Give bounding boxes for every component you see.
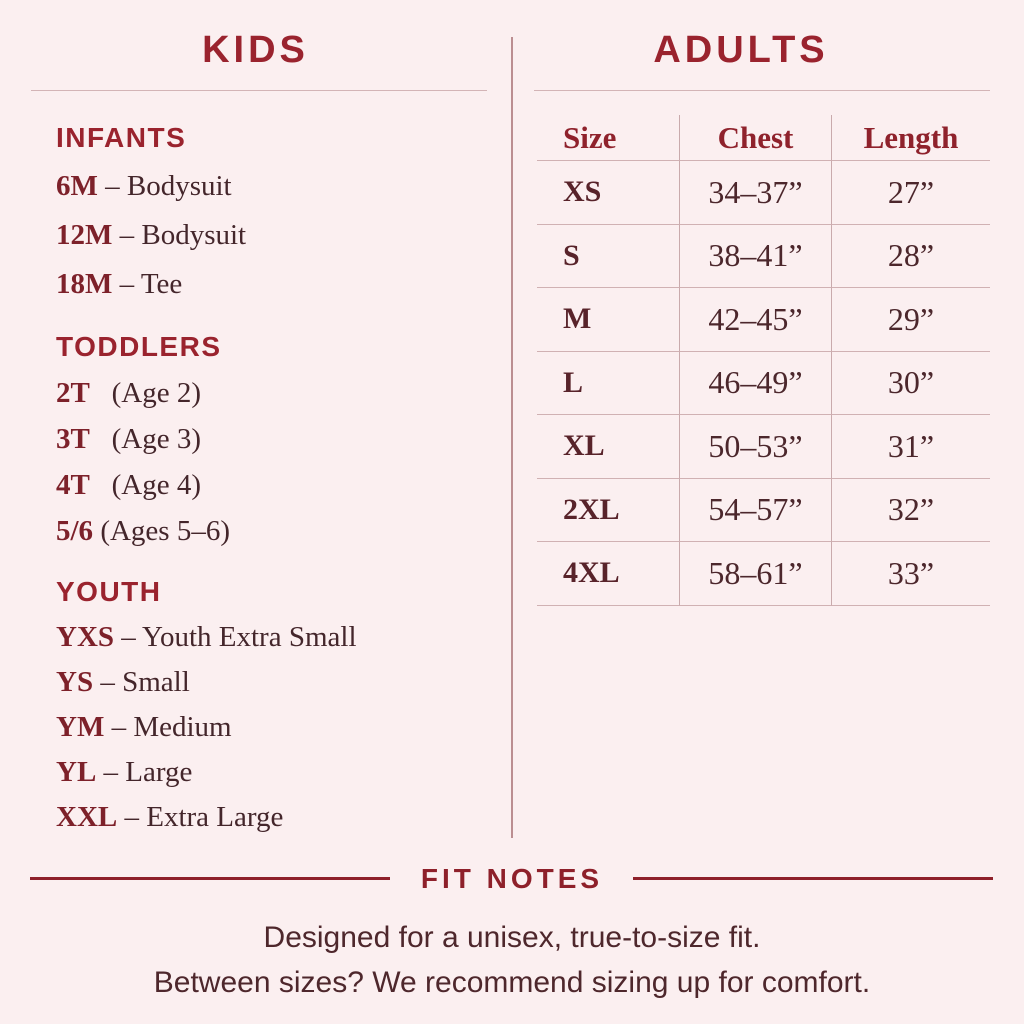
size-item-2t: [56, 370, 230, 416]
size-label: – Bodysuit: [112, 219, 247, 251]
size-item-yl: [56, 750, 357, 795]
size-cell: M: [537, 288, 680, 352]
size-code: YS: [56, 666, 94, 698]
length-cell: 28”: [832, 225, 990, 289]
size-cell: 4XL: [537, 542, 680, 606]
size-code: YXS: [56, 621, 115, 653]
size-code: 12M: [56, 219, 113, 251]
size-label: – Large: [96, 756, 193, 788]
length-cell: 31”: [832, 415, 990, 479]
length-cell: 30”: [832, 352, 990, 416]
adults-size-table: [537, 115, 990, 606]
fit-note-line-1: Designed for a unisex, true-to-size fit.: [263, 921, 761, 954]
size-label: – Tee: [112, 268, 183, 300]
size-cell: 2XL: [537, 479, 680, 543]
size-code: 6M: [56, 170, 98, 202]
length-cell: 29”: [832, 288, 990, 352]
size-label: – Youth Extra Small: [114, 621, 357, 653]
section-youth: [56, 569, 357, 840]
column-header-size: Size: [537, 115, 680, 161]
size-label: – Medium: [104, 711, 232, 743]
size-item-6m: [56, 162, 246, 211]
adults-title: ADULTS: [653, 29, 829, 71]
size-code: YL: [56, 756, 97, 788]
fit-notes-title: FIT NOTES: [420, 863, 604, 894]
length-cell: 33”: [832, 542, 990, 606]
size-code: 2T: [56, 377, 90, 409]
size-code: XXL: [56, 801, 118, 833]
size-cell: S: [537, 225, 680, 289]
size-label: (Age 4): [89, 469, 201, 501]
size-label: – Extra Large: [117, 801, 284, 833]
size-item-ym: [56, 705, 357, 750]
chest-cell: 38–41”: [680, 225, 832, 289]
chest-cell: 46–49”: [680, 352, 832, 416]
size-item-12m: [56, 211, 246, 260]
size-item-4t: [56, 462, 230, 508]
size-item-ys: [56, 660, 357, 705]
size-code: 5/6: [56, 515, 94, 547]
chest-cell: 50–53”: [680, 415, 832, 479]
chest-cell: 54–57”: [680, 479, 832, 543]
column-header-chest: Chest: [680, 115, 832, 161]
kids-title-rule: [31, 90, 487, 91]
chest-cell: 42–45”: [680, 288, 832, 352]
size-cell: XL: [537, 415, 680, 479]
size-item-xxl: [56, 795, 357, 840]
size-item-yxs: [56, 615, 357, 660]
size-code: 3T: [56, 423, 90, 455]
adults-title-rule: [534, 90, 990, 91]
column-header-length: Length: [832, 115, 990, 161]
size-label: – Small: [93, 666, 190, 698]
length-cell: 27”: [832, 161, 990, 225]
chest-cell: 34–37”: [680, 161, 832, 225]
size-cell: XS: [537, 161, 680, 225]
section-heading-toddlers: TODDLERS: [56, 331, 222, 362]
section-heading-infants: INFANTS: [56, 122, 187, 153]
section-toddlers: [56, 324, 230, 554]
fit-note-line-2: Between sizes? We recommend sizing up for comfort.: [153, 966, 871, 999]
size-label: (Age 3): [89, 423, 201, 455]
section-heading-youth: YOUTH: [56, 576, 162, 607]
kids-title: KIDS: [202, 29, 309, 71]
size-label: (Ages 5–6): [93, 515, 230, 547]
size-code: YM: [56, 711, 105, 743]
size-label: (Age 2): [89, 377, 201, 409]
size-code: 18M: [56, 268, 113, 300]
size-label: – Bodysuit: [97, 170, 232, 202]
size-code: 4T: [56, 469, 90, 501]
size-item-5-6: [56, 508, 230, 554]
fit-notes-rule-right: [633, 877, 993, 880]
section-infants: [56, 114, 246, 309]
size-cell: L: [537, 352, 680, 416]
center-divider: [511, 37, 513, 838]
size-item-3t: [56, 416, 230, 462]
length-cell: 32”: [832, 479, 990, 543]
size-item-18m: [56, 260, 246, 309]
chest-cell: 58–61”: [680, 542, 832, 606]
